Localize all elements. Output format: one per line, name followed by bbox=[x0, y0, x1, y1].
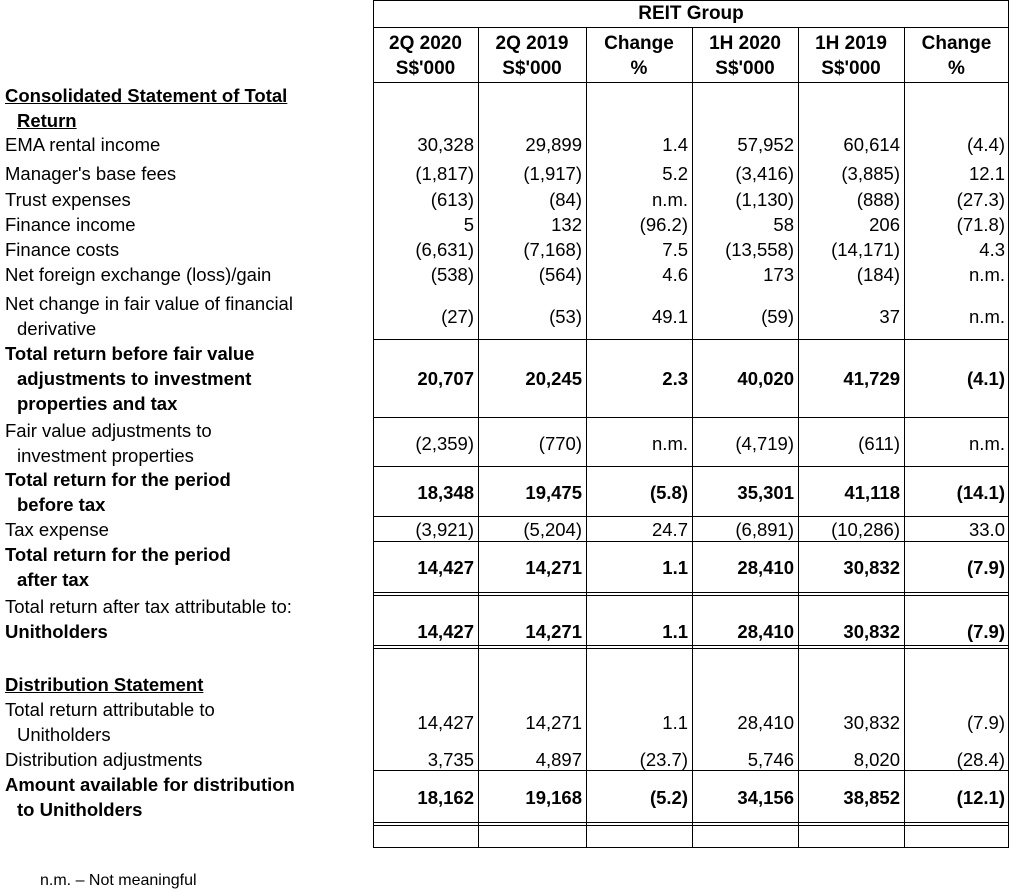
table-cell: 24.7 bbox=[651, 519, 688, 540]
table-cell: n.m. bbox=[652, 432, 688, 454]
table-cell: 29,899 bbox=[525, 134, 582, 155]
row-divider bbox=[373, 648, 1009, 649]
row-label bbox=[5, 542, 231, 592]
row-label bbox=[5, 237, 119, 262]
table-cell: (12.1) bbox=[956, 786, 1005, 808]
table-cell: (1,917) bbox=[523, 163, 582, 184]
table-cell: n.m. bbox=[969, 305, 1005, 327]
row-label-line: Net foreign exchange (loss)/gain bbox=[5, 264, 272, 285]
table-cell: 35,301 bbox=[737, 481, 794, 503]
row-label bbox=[5, 697, 215, 747]
table-cell: 14,427 bbox=[417, 556, 474, 578]
table-cell: (6,631) bbox=[415, 239, 474, 260]
section-consolidated-line1: Consolidated Statement of Total bbox=[5, 85, 288, 106]
table-cell: 40,020 bbox=[737, 368, 794, 389]
table-cell: 14,427 bbox=[417, 711, 474, 733]
column-header bbox=[373, 31, 478, 81]
table-cell: (2,359) bbox=[415, 432, 474, 454]
row-label bbox=[5, 418, 212, 468]
row-divider bbox=[373, 825, 1009, 826]
row-divider bbox=[373, 592, 1009, 593]
table-cell: (6,891) bbox=[735, 519, 794, 540]
row-label-line: Amount available for distribution bbox=[5, 774, 295, 795]
column-header-line1: 2Q 2020 bbox=[389, 33, 462, 54]
table-cell: 20,245 bbox=[525, 368, 582, 389]
column-header-line2: S$'000 bbox=[821, 58, 881, 79]
column-header bbox=[586, 31, 692, 81]
table-cell: 14,271 bbox=[525, 621, 582, 642]
column-header-line1: Change bbox=[921, 33, 992, 54]
table-cell: 14,427 bbox=[417, 621, 474, 642]
row-label-line: Manager's base fees bbox=[5, 163, 177, 184]
table-cell: 206 bbox=[869, 214, 900, 235]
table-cell: 18,162 bbox=[417, 786, 474, 808]
row-label-line: Total return for the period bbox=[5, 544, 231, 565]
table-cell: (5.2) bbox=[649, 786, 688, 808]
row-divider bbox=[373, 339, 1009, 340]
table-cell: (27) bbox=[441, 305, 474, 327]
row-label bbox=[5, 772, 295, 822]
row-label-line: Unitholders bbox=[5, 621, 108, 642]
row-label-line: properties and tax bbox=[17, 393, 178, 414]
row-label-line: Unitholders bbox=[17, 724, 111, 745]
table-cell: 173 bbox=[763, 264, 794, 285]
table-cell: 20,707 bbox=[417, 368, 474, 389]
row-label-line: before tax bbox=[17, 494, 106, 515]
table-cell: 1.1 bbox=[662, 556, 688, 578]
column-header-line2: S$'000 bbox=[395, 58, 456, 79]
table-cell: (96.2) bbox=[639, 214, 688, 235]
table-cell: 19,475 bbox=[525, 481, 582, 503]
row-label bbox=[5, 212, 136, 237]
table-cell: (59) bbox=[761, 305, 794, 327]
column-header bbox=[478, 31, 586, 81]
column-header-line1: 1H 2019 bbox=[815, 33, 887, 54]
table-cell: (5.8) bbox=[649, 481, 688, 503]
table-cell: 58 bbox=[773, 214, 794, 235]
section-distribution: Distribution Statement bbox=[5, 674, 204, 695]
column-header-line2: S$'000 bbox=[502, 58, 562, 79]
table-cell: (84) bbox=[549, 189, 582, 210]
row-label-line: Tax expense bbox=[5, 519, 109, 540]
table-cell: (564) bbox=[538, 264, 582, 285]
table-cell: (4.1) bbox=[966, 368, 1005, 389]
row-label bbox=[5, 262, 271, 287]
column-header-line1: 1H 2020 bbox=[709, 33, 781, 54]
table-cell: (4.4) bbox=[966, 134, 1005, 155]
table-cell: 49.1 bbox=[651, 305, 688, 327]
table-cell: 30,328 bbox=[417, 134, 474, 155]
table-cell: (1,130) bbox=[735, 189, 794, 210]
row-label bbox=[5, 467, 231, 517]
row-label-line: Finance income bbox=[5, 214, 136, 235]
table-cell: 28,410 bbox=[737, 556, 794, 578]
table-cell: 37 bbox=[879, 305, 900, 327]
column-header bbox=[798, 31, 904, 81]
table-cell: 19,168 bbox=[525, 786, 582, 808]
table-cell: 14,271 bbox=[525, 556, 582, 578]
table-cell: (23.7) bbox=[639, 749, 688, 770]
table-cell: 38,852 bbox=[843, 786, 900, 808]
table-cell: n.m. bbox=[969, 264, 1005, 285]
table-cell: 30,832 bbox=[843, 711, 900, 733]
row-label bbox=[5, 341, 254, 416]
row-label-line: Net change in fair value of financial bbox=[5, 293, 293, 314]
row-divider bbox=[373, 595, 1009, 596]
section-consolidated-line2: Return bbox=[17, 110, 77, 131]
table-cell: (3,921) bbox=[415, 519, 474, 540]
row-label bbox=[5, 291, 293, 341]
table-cell: (7.9) bbox=[966, 621, 1005, 642]
row-label-line: Total return for the period bbox=[5, 469, 231, 490]
table-cell: (28.4) bbox=[956, 749, 1005, 770]
row-label bbox=[5, 619, 108, 644]
table-cell: (4,719) bbox=[735, 432, 794, 454]
table-cell: 4.6 bbox=[662, 264, 688, 285]
table-cell: 132 bbox=[551, 214, 582, 235]
table-cell: 41,118 bbox=[844, 481, 900, 503]
table-cell: (7.9) bbox=[966, 711, 1005, 733]
column-header-line2: % bbox=[630, 58, 648, 79]
table-cell: 1.1 bbox=[662, 621, 688, 642]
table-cell: 57,952 bbox=[737, 134, 794, 155]
table-cell: (7,168) bbox=[523, 239, 582, 260]
section-attributable: Total return after tax attributable to: bbox=[5, 596, 292, 617]
table-cell: (14,171) bbox=[831, 239, 900, 260]
table-cell: 28,410 bbox=[737, 621, 794, 642]
table-cell: (888) bbox=[856, 189, 900, 210]
row-label-line: derivative bbox=[17, 318, 97, 339]
table-cell: 34,156 bbox=[737, 786, 794, 808]
table-cell: 30,832 bbox=[843, 556, 900, 578]
column-header bbox=[692, 31, 798, 81]
table-cell: 5,746 bbox=[747, 749, 794, 770]
row-label-line: Total return attributable to bbox=[5, 699, 215, 720]
table-cell: (7.9) bbox=[966, 556, 1005, 578]
row-label-line: Distribution adjustments bbox=[5, 749, 203, 770]
column-header bbox=[904, 31, 1009, 81]
table-cell: (14.1) bbox=[956, 481, 1005, 503]
row-label-line: Trust expenses bbox=[5, 189, 131, 210]
table-cell: 60,614 bbox=[843, 134, 900, 155]
footnote: n.m. – Not meaningful bbox=[40, 872, 197, 889]
row-label bbox=[5, 747, 202, 772]
row-label-line: Total return before fair value bbox=[5, 343, 255, 364]
table-cell: 18,348 bbox=[417, 481, 474, 503]
table-cell: 4.3 bbox=[979, 239, 1005, 260]
table-cell: (3,416) bbox=[735, 163, 794, 184]
table-cell: (184) bbox=[856, 264, 900, 285]
table-cell: 4,897 bbox=[535, 749, 582, 770]
table-cell: (53) bbox=[549, 305, 582, 327]
table-cell: (1,817) bbox=[415, 163, 474, 184]
row-divider bbox=[373, 822, 1009, 823]
table-cell: 33.0 bbox=[968, 519, 1005, 540]
row-divider bbox=[373, 466, 1009, 467]
row-label-line: to Unitholders bbox=[17, 799, 143, 820]
table-cell: (10,286) bbox=[831, 519, 900, 540]
row-label bbox=[5, 517, 109, 542]
column-header-line2: S$'000 bbox=[715, 58, 775, 79]
column-header-line1: Change bbox=[604, 33, 674, 54]
table-cell: (13,558) bbox=[725, 239, 794, 260]
row-label-line: EMA rental income bbox=[5, 134, 161, 155]
table-cell: (613) bbox=[430, 189, 474, 210]
column-header-line1: 2Q 2019 bbox=[495, 33, 569, 54]
table-cell: (5,204) bbox=[523, 519, 582, 540]
table-cell: 1.4 bbox=[662, 134, 688, 155]
row-divider bbox=[373, 27, 1009, 28]
table-cell: 1.1 bbox=[662, 711, 688, 733]
row-label-line: Fair value adjustments to bbox=[5, 420, 212, 441]
table-cell: (770) bbox=[538, 432, 582, 454]
table-cell: 12.1 bbox=[968, 163, 1005, 184]
column-header-line2: % bbox=[948, 58, 965, 79]
table-cell: 14,271 bbox=[525, 711, 582, 733]
table-cell: (27.3) bbox=[956, 189, 1005, 210]
row-divider bbox=[373, 645, 1009, 646]
table-cell: 5 bbox=[463, 214, 474, 235]
table-cell: 2.3 bbox=[662, 368, 688, 389]
group-title: REIT Group bbox=[638, 3, 744, 24]
row-label-line: investment properties bbox=[17, 445, 194, 466]
table-cell: 41,729 bbox=[843, 368, 900, 389]
table-cell: 30,832 bbox=[843, 621, 900, 642]
table-cell: n.m. bbox=[652, 189, 688, 210]
row-divider bbox=[373, 417, 1009, 418]
table-cell: 8,020 bbox=[853, 749, 900, 770]
row-label-line: Finance costs bbox=[5, 239, 120, 260]
row-label bbox=[5, 187, 131, 212]
row-label bbox=[5, 161, 176, 186]
table-cell: 28,410 bbox=[737, 711, 794, 733]
table-cell: 7.5 bbox=[662, 239, 688, 260]
table-cell: n.m. bbox=[969, 432, 1005, 454]
table-cell: (71.8) bbox=[956, 214, 1005, 235]
row-label-line: after tax bbox=[17, 569, 89, 590]
row-label-line: adjustments to investment bbox=[17, 368, 252, 389]
section-consolidated bbox=[5, 83, 287, 133]
table-cell: (3,885) bbox=[841, 163, 900, 184]
row-label bbox=[5, 132, 160, 157]
table-cell: (611) bbox=[858, 432, 900, 454]
row-divider bbox=[373, 82, 1009, 83]
table-cell: 5.2 bbox=[662, 163, 688, 184]
table-cell: 3,735 bbox=[427, 749, 474, 770]
table-cell: (538) bbox=[430, 264, 474, 285]
